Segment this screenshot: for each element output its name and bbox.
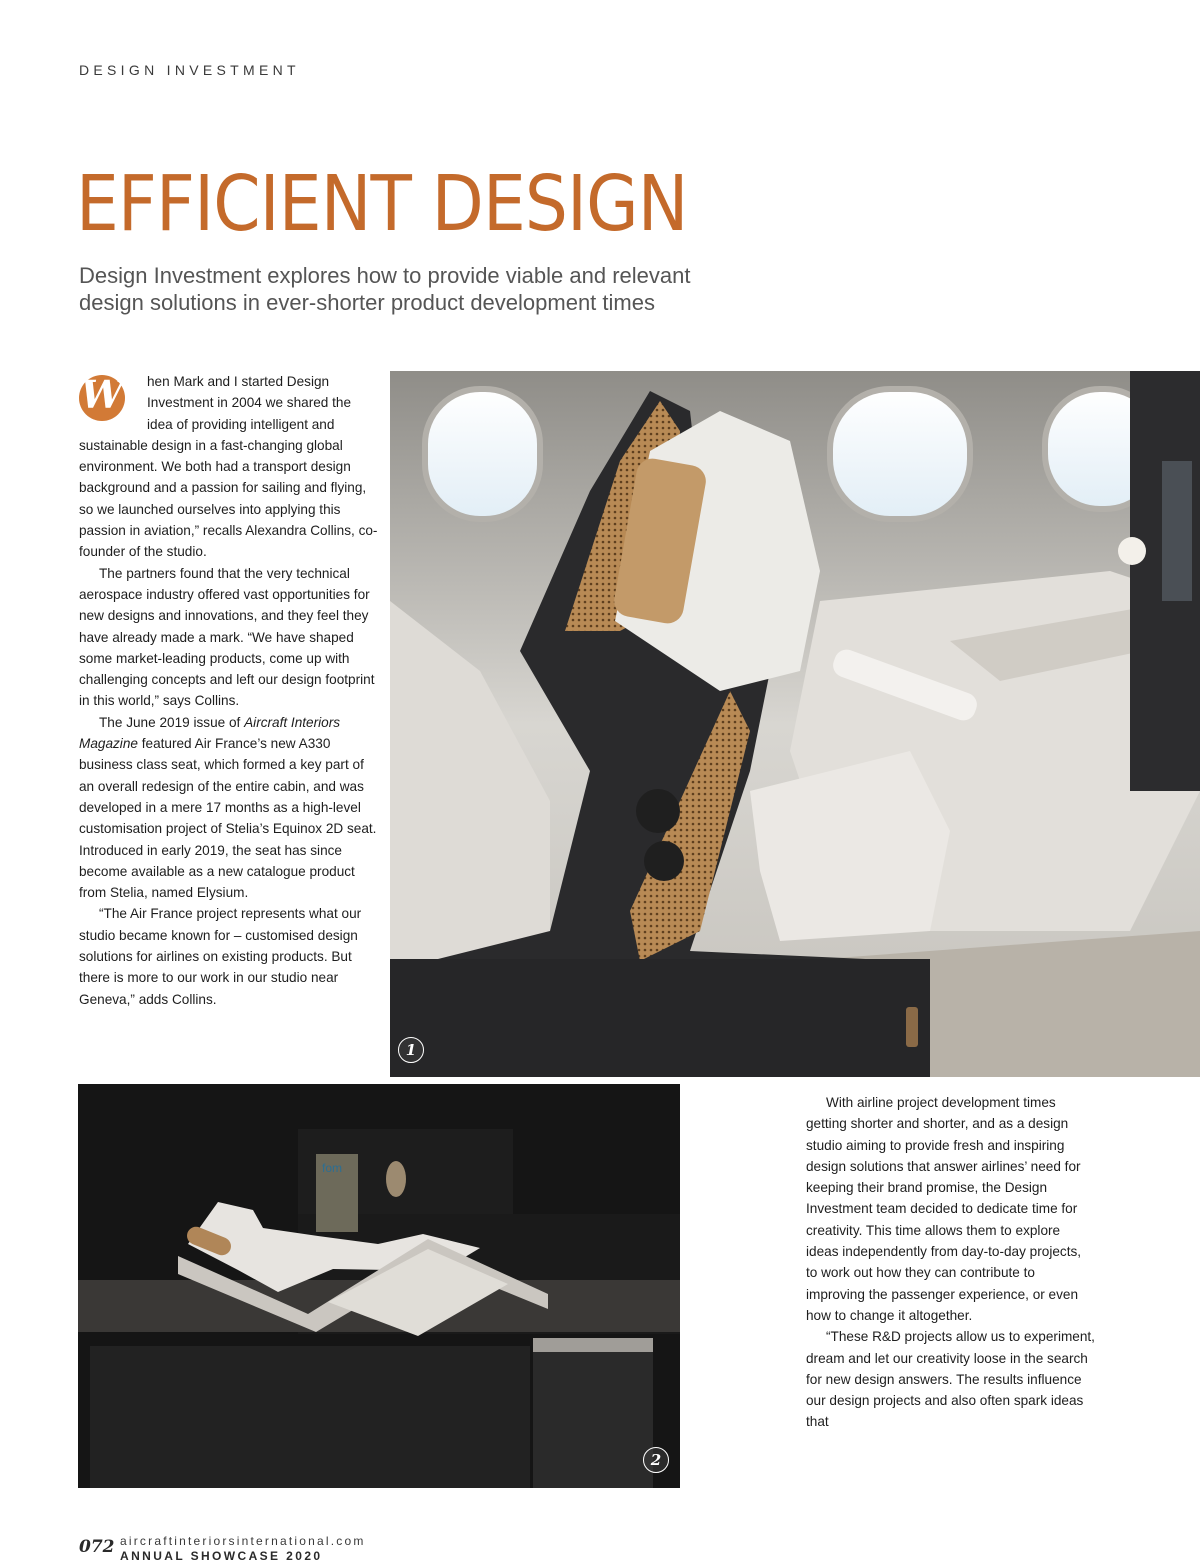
section-label: DESIGN INVESTMENT	[79, 62, 300, 78]
publication-title: Aircraft Interiors Magazine	[79, 714, 341, 752]
screen	[1162, 461, 1192, 601]
lamp	[1118, 537, 1146, 565]
issue-label: ANNUAL SHOWCASE 2020	[120, 1549, 323, 1563]
article-column-right	[806, 1092, 1096, 1433]
headphones	[636, 789, 680, 833]
cabin-window	[425, 389, 540, 519]
standfirst-line-1: Design Investment explores how to provide viable and relevant	[79, 263, 691, 288]
paragraph: With airline project development times getting shorter and shorter, and as a design studio aiming to provide fresh and inspiring design solutions that answer airlines’ need for keeping their brand promise, the Design Investment team decided to dedicate time for creativity. This time allows them to explore ideas independently from day-to-day projects, to work out how they can contribute to improving the passenger experience, or even how to change it altogether.	[806, 1095, 1082, 1323]
lamp	[386, 1161, 406, 1197]
figure-2-photo	[78, 1084, 680, 1488]
drop-cap-letter: W	[80, 372, 124, 417]
recline-concept-illustration	[78, 1084, 680, 1488]
drop-cap	[79, 372, 135, 423]
website-url: aircraftinteriorsinternational.com	[120, 1534, 366, 1548]
paragraph: hen Mark and I started Design Investment in 2004 we shared the idea of providing intelligent and sustainable design in a fast-changing global environment. We both had a transport design background and a passion for sailing and flying, so we launched ourselves into applying this passion in aviation,” recalls Alexandra Collins, co-founder of the studio.	[79, 374, 378, 560]
cabin-window	[830, 389, 970, 519]
paragraph: The partners found that the very technical aerospace industry offered vast opportunities for new designs and innovations, and they feel they have already made a mark. “We have shaped some market-leading products, come up with challenging concepts and left our design footprint in this world,” says Collins.	[79, 565, 375, 709]
page-title: EFFICIENT DESIGN	[76, 160, 688, 249]
paragraph: “These R&D projects allow us to experiment, dream and let our creativity loose in the search for new design answers. The results influence our design projects and also often spark ideas that	[806, 1329, 1095, 1430]
paragraph	[79, 712, 379, 904]
monitor-text: fom	[322, 1161, 343, 1175]
standfirst	[79, 262, 799, 316]
paragraph-text: featured Air France’s new A330 business class seat, which formed a key part of an overall redesign of the entire cabin, and was developed in a mere 17 months as a high-level customisation project of Stelia’s Equinox 2D seat. Introduced in early 2019, the seat has since become available as a new catalogue product from Stelia, named Elysium.	[79, 736, 377, 901]
seat-base	[90, 1346, 530, 1488]
article-column-left	[79, 371, 379, 1010]
figure-2-badge: 2	[643, 1447, 669, 1473]
page-number: 072	[79, 1537, 115, 1557]
paragraph: “The Air France project represents what our studio became known for – customised design solutions for airlines on existing products. But there is more to our work in our studio near Geneva,” adds Collins.	[79, 906, 362, 1007]
figure-1-badge: 1	[398, 1037, 424, 1063]
figure-1-photo	[390, 371, 1200, 1077]
cabin-seat-illustration	[390, 371, 1200, 1077]
paragraph-text: The June 2019 issue of	[99, 714, 245, 730]
standfirst-line-2: design solutions in ever-shorter product development times	[79, 290, 655, 315]
